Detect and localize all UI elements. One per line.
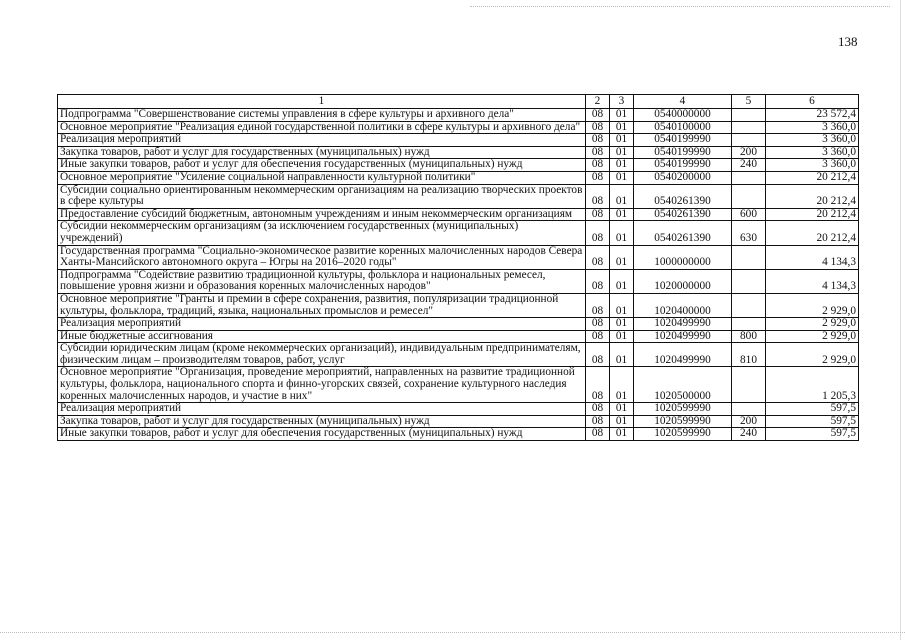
row-section-cell: 08 (586, 343, 610, 367)
column-header: 1 (58, 95, 586, 109)
row-target-code-cell: 1020400000 (634, 293, 732, 317)
scan-artifact-bottom (0, 632, 905, 634)
row-subsection-cell: 01 (610, 109, 634, 122)
row-subsection-cell: 01 (610, 184, 634, 208)
row-subsection-cell: 01 (610, 121, 634, 134)
row-target-code-cell: 1020599990 (634, 403, 732, 416)
row-subsection-cell: 01 (610, 245, 634, 269)
row-expense-type-cell: 800 (732, 330, 766, 343)
row-amount-cell: 3 360,0 (766, 121, 859, 134)
column-header: 3 (610, 95, 634, 109)
row-name-cell: Основное мероприятие "Усиление социальной направленности культурной политики" (58, 171, 586, 184)
row-amount-cell: 4 134,3 (766, 245, 859, 269)
row-expense-type-cell: 600 (732, 208, 766, 221)
row-amount-cell: 1 205,3 (766, 367, 859, 403)
table-row (58, 221, 859, 245)
row-expense-type-cell: 240 (732, 428, 766, 441)
row-amount-cell: 23 572,4 (766, 109, 859, 122)
row-name-cell: Субсидии юридическим лицам (кроме некоммерческих организаций), индивидуальным предпринимателям, физическим лицам – производителям товаров, работ, услуг (58, 343, 586, 367)
row-amount-cell: 3 360,0 (766, 159, 859, 172)
row-target-code-cell: 0540261390 (634, 221, 732, 245)
row-section-cell: 08 (586, 330, 610, 343)
row-amount-cell: 3 360,0 (766, 146, 859, 159)
row-target-code-cell: 1020499990 (634, 330, 732, 343)
row-name-cell: Государственная программа "Социально-экономическое развитие коренных малочисленных народов Севера Ханты-Мансийского автономного округа – Югры на 2016–2020 годы" (58, 245, 586, 269)
table-row (58, 159, 859, 172)
row-expense-type-cell: 200 (732, 415, 766, 428)
row-name-cell: Реализация мероприятий (58, 403, 586, 416)
budget-table (57, 94, 859, 441)
row-section-cell: 08 (586, 134, 610, 147)
row-section-cell: 08 (586, 184, 610, 208)
table-row (58, 134, 859, 147)
row-target-code-cell: 0540000000 (634, 109, 732, 122)
row-target-code-cell: 1020500000 (634, 367, 732, 403)
row-section-cell: 08 (586, 415, 610, 428)
row-subsection-cell: 01 (610, 221, 634, 245)
row-name-cell: Иные закупки товаров, работ и услуг для обеспечения государственных (муниципальных) нужд (58, 428, 586, 441)
row-section-cell: 08 (586, 171, 610, 184)
row-section-cell: 08 (586, 403, 610, 416)
row-amount-cell: 20 212,4 (766, 208, 859, 221)
row-amount-cell: 20 212,4 (766, 221, 859, 245)
row-subsection-cell: 01 (610, 415, 634, 428)
row-section-cell: 08 (586, 109, 610, 122)
row-expense-type-cell: 810 (732, 343, 766, 367)
row-amount-cell: 2 929,0 (766, 343, 859, 367)
row-expense-type-cell (732, 121, 766, 134)
table-row (58, 403, 859, 416)
table-row (58, 184, 859, 208)
row-name-cell: Основное мероприятие "Гранты и премии в сфере сохранения, развития, популяризации традиционной культуры, фольклора, традиций, языка, национальных промыслов и ремесел" (58, 293, 586, 317)
table-row (58, 367, 859, 403)
row-amount-cell: 597,5 (766, 415, 859, 428)
row-amount-cell: 4 134,3 (766, 269, 859, 293)
row-name-cell: Подпрограмма "Содействие развитию традиционной культуры, фольклора и национальных ремесел, повышение уровня жизни и образования коренных малочисленных народов" (58, 269, 586, 293)
row-expense-type-cell (732, 269, 766, 293)
column-header: 6 (766, 95, 859, 109)
row-subsection-cell: 01 (610, 367, 634, 403)
row-subsection-cell: 01 (610, 428, 634, 441)
row-section-cell: 08 (586, 221, 610, 245)
table-row (58, 330, 859, 343)
row-expense-type-cell (732, 171, 766, 184)
table-row (58, 415, 859, 428)
row-name-cell: Реализация мероприятий (58, 318, 586, 331)
row-name-cell: Предоставление субсидий бюджетным, автономным учреждениям и иным некоммерческим организациям (58, 208, 586, 221)
row-section-cell: 08 (586, 121, 610, 134)
table-row (58, 318, 859, 331)
table-row (58, 121, 859, 134)
budget-table-body (58, 95, 859, 441)
row-amount-cell: 2 929,0 (766, 330, 859, 343)
row-subsection-cell: 01 (610, 330, 634, 343)
row-section-cell: 08 (586, 146, 610, 159)
row-amount-cell: 2 929,0 (766, 318, 859, 331)
row-target-code-cell: 0540199990 (634, 159, 732, 172)
row-section-cell: 08 (586, 208, 610, 221)
scan-artifact-edge (900, 0, 901, 640)
row-name-cell: Иные бюджетные ассигнования (58, 330, 586, 343)
row-expense-type-cell (732, 367, 766, 403)
table-row (58, 109, 859, 122)
row-expense-type-cell (732, 184, 766, 208)
row-target-code-cell: 0540261390 (634, 208, 732, 221)
row-expense-type-cell (732, 245, 766, 269)
row-name-cell: Закупка товаров, работ и услуг для государственных (муниципальных) нужд (58, 146, 586, 159)
row-name-cell: Закупка товаров, работ и услуг для государственных (муниципальных) нужд (58, 415, 586, 428)
row-expense-type-cell (732, 318, 766, 331)
row-name-cell: Основное мероприятие "Реализация единой государственной политики в сфере культуры и архивного дела" (58, 121, 586, 134)
row-subsection-cell: 01 (610, 171, 634, 184)
scan-artifact-top (470, 6, 890, 8)
row-name-cell: Реализация мероприятий (58, 134, 586, 147)
row-subsection-cell: 01 (610, 403, 634, 416)
row-target-code-cell: 0540261390 (634, 184, 732, 208)
row-amount-cell: 20 212,4 (766, 171, 859, 184)
column-header: 2 (586, 95, 610, 109)
row-target-code-cell: 1020499990 (634, 318, 732, 331)
table-row (58, 146, 859, 159)
table-row (58, 293, 859, 317)
row-section-cell: 08 (586, 159, 610, 172)
row-target-code-cell: 0540199990 (634, 146, 732, 159)
row-expense-type-cell (732, 109, 766, 122)
row-section-cell: 08 (586, 293, 610, 317)
row-target-code-cell: 1020599990 (634, 415, 732, 428)
row-name-cell: Основное мероприятие "Организация, проведение мероприятий, направленных на развитие традиционной культуры, фольклора, национального спорта и финно-угорских связей, сохранение культурного наследия коренных малочисленных народов, и участие в них" (58, 367, 586, 403)
row-section-cell: 08 (586, 428, 610, 441)
row-name-cell: Иные закупки товаров, работ и услуг для обеспечения государственных (муниципальных) нужд (58, 159, 586, 172)
row-expense-type-cell (732, 134, 766, 147)
row-target-code-cell: 0540200000 (634, 171, 732, 184)
row-subsection-cell: 01 (610, 134, 634, 147)
row-expense-type-cell (732, 403, 766, 416)
row-subsection-cell: 01 (610, 146, 634, 159)
row-target-code-cell: 1020000000 (634, 269, 732, 293)
table-row (58, 269, 859, 293)
row-expense-type-cell: 630 (732, 221, 766, 245)
row-expense-type-cell (732, 293, 766, 317)
row-target-code-cell: 0540199990 (634, 134, 732, 147)
row-amount-cell: 3 360,0 (766, 134, 859, 147)
page-number: 138 (838, 34, 858, 49)
row-target-code-cell: 1020599990 (634, 428, 732, 441)
row-name-cell: Субсидии социально ориентированным некоммерческим организациям на реализацию творческих проектов в сфере культуры (58, 184, 586, 208)
row-section-cell: 08 (586, 318, 610, 331)
row-name-cell: Субсидии некоммерческим организациям (за исключением государственных (муниципальных) учреждений) (58, 221, 586, 245)
row-subsection-cell: 01 (610, 343, 634, 367)
row-amount-cell: 2 929,0 (766, 293, 859, 317)
row-amount-cell: 20 212,4 (766, 184, 859, 208)
row-subsection-cell: 01 (610, 269, 634, 293)
row-subsection-cell: 01 (610, 318, 634, 331)
row-amount-cell: 597,5 (766, 428, 859, 441)
table-header-row (58, 95, 859, 109)
table-row (58, 245, 859, 269)
row-name-cell: Подпрограмма "Совершенствование системы управления в сфере культуры и архивного дела" (58, 109, 586, 122)
row-target-code-cell: 1000000000 (634, 245, 732, 269)
row-expense-type-cell: 200 (732, 146, 766, 159)
column-header: 5 (732, 95, 766, 109)
row-section-cell: 08 (586, 245, 610, 269)
row-subsection-cell: 01 (610, 293, 634, 317)
row-subsection-cell: 01 (610, 208, 634, 221)
table-row (58, 208, 859, 221)
row-target-code-cell: 1020499990 (634, 343, 732, 367)
column-header: 4 (634, 95, 732, 109)
table-row (58, 343, 859, 367)
row-section-cell: 08 (586, 367, 610, 403)
row-target-code-cell: 0540100000 (634, 121, 732, 134)
row-amount-cell: 597,5 (766, 403, 859, 416)
table-row (58, 171, 859, 184)
table-row (58, 428, 859, 441)
row-subsection-cell: 01 (610, 159, 634, 172)
row-expense-type-cell: 240 (732, 159, 766, 172)
row-section-cell: 08 (586, 269, 610, 293)
